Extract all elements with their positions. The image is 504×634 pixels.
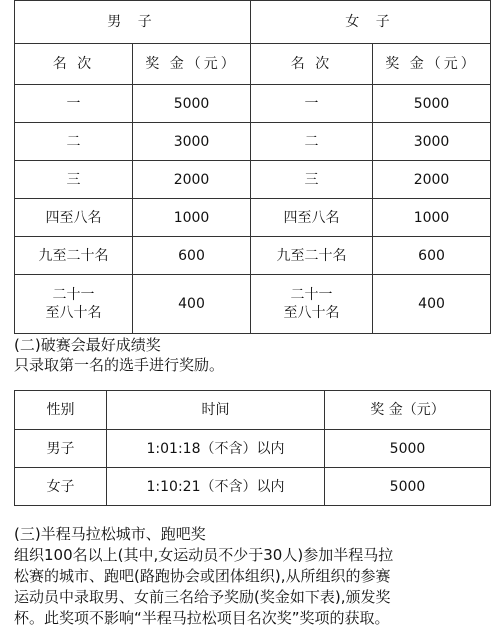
section2-body: 只录取第一名的选手进行奖励。 <box>14 356 225 374</box>
record-header-time: 时间 <box>107 391 325 430</box>
rank-label: 三 <box>304 171 319 188</box>
rank-label: 九至二十名 <box>276 247 347 264</box>
rank-cell <box>251 161 373 199</box>
section3-line: 运动员中录取男、女前三名给予奖励(奖金如下表),颁发奖 <box>14 588 391 606</box>
men-header: 男 子 <box>15 1 251 44</box>
rank-cell <box>15 123 133 161</box>
rank-label: 四至八名 <box>283 209 340 226</box>
rank-label: 二十一 <box>52 287 95 303</box>
rank-cell <box>251 123 373 161</box>
men-prize-cell: 400 <box>133 275 251 334</box>
table-row <box>15 237 491 275</box>
rank-cell <box>251 85 373 123</box>
rank-label: 一 <box>66 95 81 112</box>
rank-label: 二 <box>304 133 319 150</box>
record-time: 1:10:21（不含）以内 <box>107 468 325 506</box>
rank-cell <box>15 275 133 334</box>
women-prize-header: 奖 金（元） <box>373 44 491 85</box>
men-prize-cell: 5000 <box>133 85 251 123</box>
record-header-prize: 奖 金（元） <box>325 391 491 430</box>
record-gender: 男子 <box>15 430 107 468</box>
rank-label: 一 <box>304 95 319 112</box>
rank-label: 九至二十名 <box>38 247 109 264</box>
section3-line: 组织100名以上(其中,女运动员不少于30人)参加半程马拉 <box>14 546 394 564</box>
women-prize-cell: 1000 <box>373 199 491 237</box>
men-prize-cell: 3000 <box>133 123 251 161</box>
rank-cell <box>251 199 373 237</box>
table-row <box>15 468 491 506</box>
women-prize-cell: 5000 <box>373 85 491 123</box>
rank-cell <box>15 199 133 237</box>
rank-cell <box>15 237 133 275</box>
rank-label: 至八十名 <box>283 305 340 321</box>
record-gender: 女子 <box>15 468 107 506</box>
rank-label: 至八十名 <box>45 305 102 321</box>
rank-cell <box>251 275 373 334</box>
rank-label: 二十一 <box>290 287 333 303</box>
table-row <box>15 430 491 468</box>
women-prize-cell: 400 <box>373 275 491 334</box>
men-prize-cell: 600 <box>133 237 251 275</box>
prize-table <box>14 0 491 334</box>
record-header-gender: 性别 <box>15 391 107 430</box>
women-prize-cell: 2000 <box>373 161 491 199</box>
rank-cell <box>15 161 133 199</box>
record-header-row <box>15 391 491 430</box>
section3-line: 杯。此奖项不影响“半程马拉松项目名次奖”奖项的获取。 <box>14 609 390 627</box>
women-prize-cell: 3000 <box>373 123 491 161</box>
prize-table-body <box>15 85 491 334</box>
men-rank-header: 名 次 <box>15 44 133 85</box>
record-prize: 5000 <box>325 430 491 468</box>
rank-cell <box>251 237 373 275</box>
column-header-row <box>15 44 491 85</box>
table-row <box>15 199 491 237</box>
section3-line: 松赛的城市、跑吧(路跑协会或团体组织),从所组织的参赛 <box>14 567 391 585</box>
women-header: 女 子 <box>251 1 491 44</box>
table-row <box>15 161 491 199</box>
men-prize-header: 奖 金（元） <box>133 44 251 85</box>
rank-label: 四至八名 <box>45 209 102 226</box>
table-row <box>15 123 491 161</box>
rank-label: 三 <box>66 171 81 188</box>
table-row <box>15 275 491 334</box>
record-table <box>14 390 491 506</box>
record-prize: 5000 <box>325 468 491 506</box>
rank-label: 二 <box>66 133 81 150</box>
gender-header-row <box>15 1 491 44</box>
section3 <box>14 524 494 629</box>
section3-title: (三)半程马拉松城市、跑吧奖 <box>14 525 206 543</box>
men-prize-cell: 1000 <box>133 199 251 237</box>
record-time: 1:01:18（不含）以内 <box>107 430 325 468</box>
women-prize-cell: 600 <box>373 237 491 275</box>
men-prize-cell: 2000 <box>133 161 251 199</box>
rank-cell <box>15 85 133 123</box>
section2-title: (二)破赛会最好成绩奖 <box>14 336 161 354</box>
table-row <box>15 85 491 123</box>
women-rank-header: 名 次 <box>251 44 373 85</box>
